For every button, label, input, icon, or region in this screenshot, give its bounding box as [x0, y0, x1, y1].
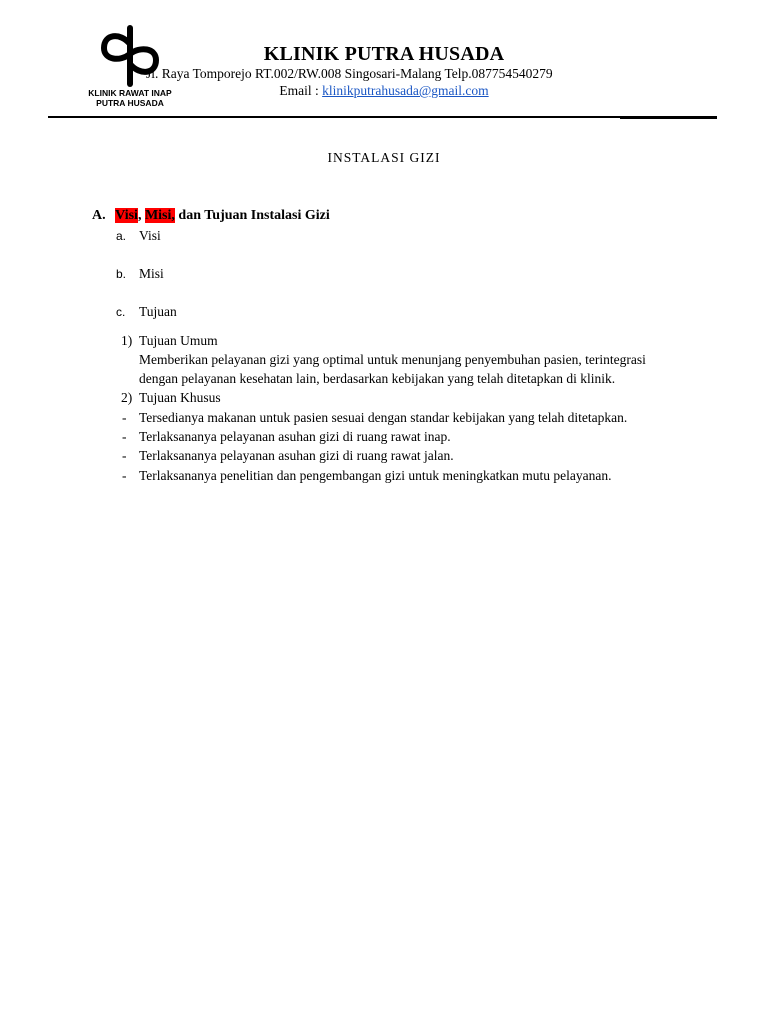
- tujuan-umum-marker: 1): [121, 333, 133, 348]
- header-divider-accent: [620, 116, 717, 119]
- logo-line2: PUTRA HUSADA: [96, 98, 164, 108]
- bullet-marker: -: [122, 410, 127, 425]
- section-a-marker: A.: [92, 208, 106, 223]
- bullet-text: Terlaksananya penelitian dan pengembangan gizi untuk meningkatkan mutu pelayanan.: [139, 468, 612, 483]
- bullet-text: Terlaksananya pelayanan asuhan gizi di ruang rawat inap.: [139, 429, 451, 444]
- sub-item-misi: Misi: [139, 266, 164, 281]
- bullet-text: Terlaksananya pelayanan asuhan gizi di ruang rawat jalan.: [139, 448, 454, 463]
- clinic-name: KLINIK PUTRA HUSADA: [263, 43, 505, 65]
- bullet-marker: -: [122, 429, 127, 444]
- bullet-marker: -: [122, 468, 127, 483]
- sub-item-c-marker: c.: [116, 305, 126, 319]
- tujuan-khusus-label: Tujuan Khusus: [139, 390, 221, 405]
- section-a-heading: [92, 208, 330, 224]
- section-a-sep: ,: [137, 208, 145, 223]
- bullet-text: Tersedianya makanan untuk pasien sesuai dengan standar kebijakan yang telah ditetapkan.: [139, 410, 628, 425]
- email-link[interactable]: klinikputrahusada@gmail.com: [322, 83, 489, 98]
- sub-item-visi: Visi: [139, 228, 161, 243]
- sub-item-b-marker: b.: [116, 267, 127, 281]
- logo-line1: KLINIK RAWAT INAP: [88, 88, 172, 98]
- tujuan-umum-label: Tujuan Umum: [139, 333, 218, 348]
- clinic-email-line: [0, 83, 768, 99]
- tujuan-khusus-marker: 2): [121, 390, 133, 405]
- tujuan-umum-text-line2: dengan pelayanan kesehatan lain, berdasarkan kebijakan yang telah ditetapkan di klinik.: [139, 371, 616, 386]
- document-title: INSTALASI GIZI: [327, 150, 441, 165]
- header-divider: [48, 116, 717, 118]
- sub-item-a-marker: a.: [116, 229, 127, 243]
- tujuan-umum-text-line1: Memberikan pelayanan gizi yang optimal untuk menunjang penyembuhan pasien, terintegrasi: [139, 352, 646, 367]
- highlight-visi: Visi: [115, 208, 138, 223]
- bullet-marker: -: [122, 448, 127, 463]
- sub-item-tujuan: Tujuan: [139, 304, 177, 319]
- email-label: Email :: [279, 83, 323, 98]
- clinic-address: Jl. Raya Tomporejo RT.002/RW.008 Singosari-Malang Telp.087754540279: [146, 66, 553, 81]
- section-a-rest: dan Tujuan Instalasi Gizi: [174, 208, 330, 223]
- highlight-misi: Misi,: [144, 208, 175, 223]
